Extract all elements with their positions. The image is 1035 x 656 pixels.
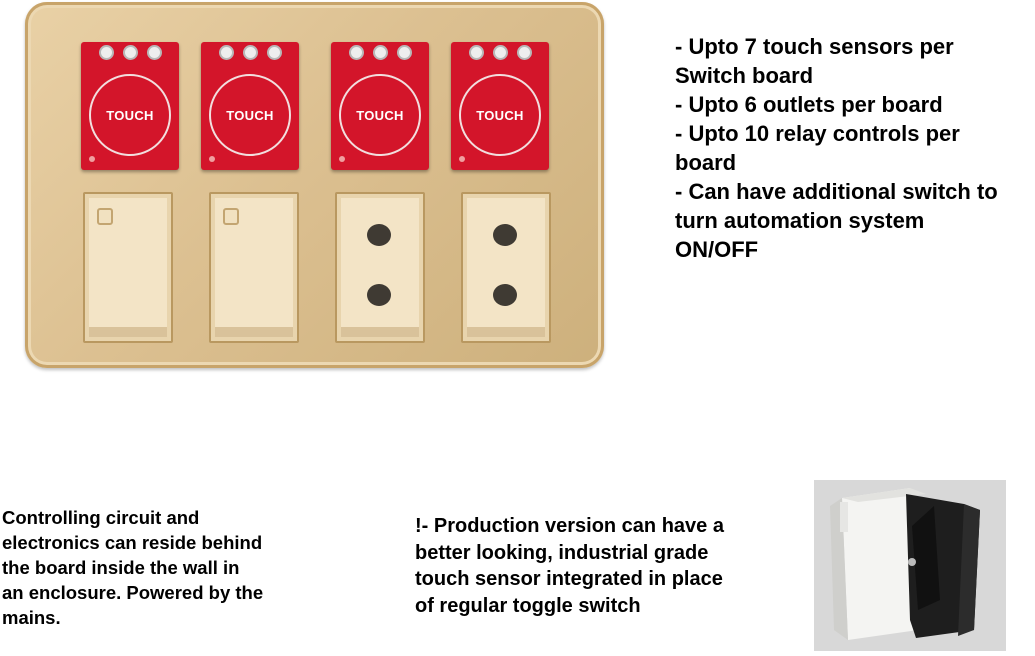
touch-label: TOUCH — [106, 108, 154, 123]
industrial-switch-photo — [814, 480, 1006, 651]
touch-sensor-module-2 — [201, 42, 299, 170]
touch-sensor-module-4 — [451, 42, 549, 170]
socket-hole-icon — [493, 284, 517, 306]
touch-sensor-module-3 — [331, 42, 429, 170]
circuit-note — [2, 505, 263, 630]
circuit-note-line: the board inside the wall in — [2, 557, 240, 578]
production-note-line: !- Production version can have a — [415, 515, 724, 537]
indicator-led-icon — [223, 208, 239, 225]
touch-label: TOUCH — [356, 108, 404, 123]
circuit-note-line: mains. — [2, 607, 61, 628]
circuit-note-line: an enclosure. Powered by the — [2, 582, 264, 603]
production-note-line: touch sensor integrated in place — [415, 568, 723, 590]
power-outlet-1 — [335, 192, 425, 343]
production-note-line: better looking, industrial grade — [415, 541, 709, 564]
feature-line: - Upto 10 relay controls per — [675, 121, 960, 146]
feature-line: - Upto 6 outlets per board — [675, 92, 943, 117]
rocker-switch-icon — [814, 480, 1006, 651]
indicator-led-icon — [97, 208, 113, 225]
touch-sensor-module-1 — [81, 42, 179, 170]
feature-line: ON/OFF — [675, 237, 759, 262]
feature-line: board — [675, 150, 737, 175]
toggle-switch-1 — [83, 192, 173, 343]
circuit-note-line: electronics can reside behind — [2, 532, 263, 553]
socket-hole-icon — [493, 224, 517, 246]
switch-plate-image — [25, 2, 604, 368]
production-note — [415, 513, 724, 619]
feature-list — [675, 32, 1035, 264]
power-outlet-2 — [461, 192, 551, 343]
feature-line: Switch board — [675, 63, 814, 88]
feature-line: - Can have additional switch to — [675, 179, 998, 204]
touch-label: TOUCH — [476, 108, 524, 123]
circuit-note-line: Controlling circuit and — [2, 507, 200, 528]
production-note-line: of regular toggle switch — [415, 594, 641, 617]
touch-label: TOUCH — [226, 108, 274, 123]
feature-line: - Upto 7 touch sensors per — [675, 34, 954, 59]
socket-hole-icon — [367, 284, 391, 306]
toggle-switch-2 — [209, 192, 299, 343]
socket-hole-icon — [367, 224, 391, 246]
feature-line: turn automation system — [675, 208, 925, 233]
